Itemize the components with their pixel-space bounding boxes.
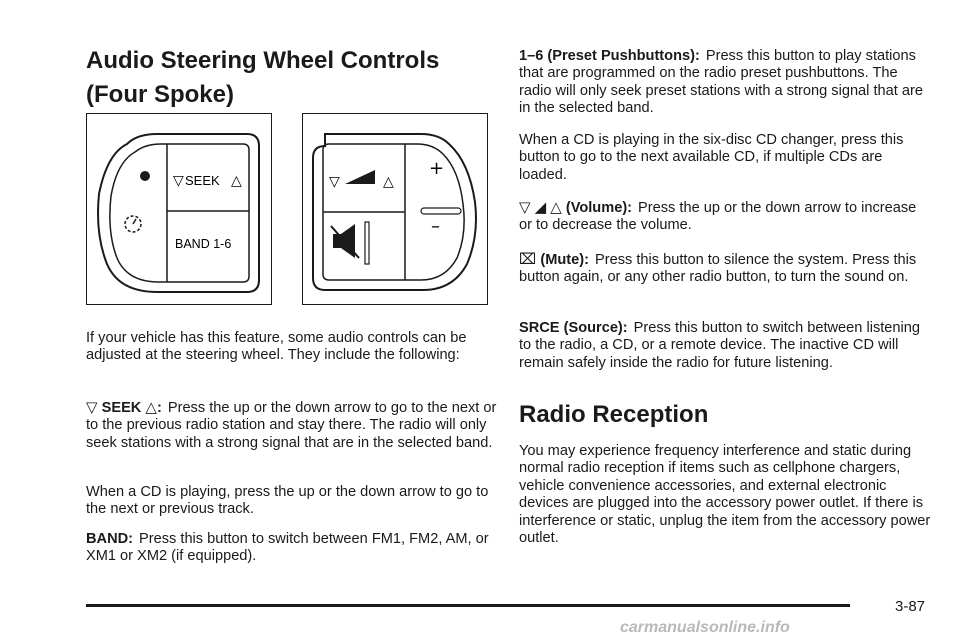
volume-description: Press the up or the down arrow to increase or to decrease the volume. [519,200,917,234]
figure-right-control-pad [302,113,488,305]
volume-down-arrow-icon: ▽ [519,199,531,216]
right-pad-drawing [303,114,486,303]
section-title-audio-controls [86,44,506,112]
title-line-1: Audio Steering Wheel Controls [86,47,440,74]
res-plus-icon: + [429,158,445,179]
volume-down-icon: ▽ [329,174,340,190]
changer-paragraph: When a CD is playing in the six-disc CD changer, press this button to go to the next available CD, if multiple CDs are loaded. [519,132,904,183]
footer-rule [86,604,850,607]
tuner-knob-icon [125,216,141,232]
mute-term: (Mute): [540,252,589,268]
figure-band-label: BAND 1-6 [175,237,232,251]
intro-paragraph: If your vehicle has this feature, some audio controls can be adjusted at the steering wheel. They include the following: [86,330,467,364]
volume-term: (Volume): [565,200,633,216]
mute-icon: ⌧ [519,251,537,268]
srce-term: SRCE (Source): [519,320,628,336]
band-term: BAND: [86,531,134,547]
seek-description: Press the up or the down arrow to go to the next or to the previous radio station and stay there. The radio will only seek stations with a strong signal that are in the selected band. [86,400,497,451]
left-pad-drawing [87,114,270,303]
volume-up-icon: △ [383,174,394,190]
watermark: carmanualsonline.info [620,619,790,636]
band-paragraph [86,531,498,566]
mute-description: Press this button to silence the system. Press this button again, or any other radio button, to turn the sound on. [519,252,917,286]
mute-paragraph [519,251,931,287]
preset-description: Press this button to play stations that are programmed on the radio preset pushbuttons. The radio will only seek preset stations with a strong signal that are in the selected band. [519,48,923,117]
power-dot-icon [140,171,150,181]
set-minus-icon: – [431,216,440,237]
srce-description: Press this button to switch between listening to the radio, a CD, or a remote device. The inactive CD will remain safely inside the radio for future listening. [519,320,921,371]
seek-term: SEEK [101,400,142,416]
cd-track-paragraph: When a CD is playing, press the up or the down arrow to go to the next or previous track. [86,484,489,518]
seek-arrow-down-icon: ▽ [173,173,184,189]
volume-up-arrow-icon: △ [550,199,562,216]
volume-ramp-text-icon: ◢ [534,199,547,216]
preset-paragraph [519,48,931,118]
figure-left-control-pad [86,113,272,305]
volume-ramp-icon [345,170,375,184]
srce-paragraph [519,320,931,372]
seek-arrow-up-icon: △ [231,173,242,189]
page-number: 3-87 [895,598,926,615]
band-description: Press this button to switch between FM1, FM2, AM, or XM1 or XM2 (if equipped). [86,531,489,565]
seek-colon: : [156,400,162,416]
title-line-2: (Four Spoke) [86,81,234,108]
figure-seek-label: SEEK [185,173,220,188]
seek-up-arrow-icon: △ [145,399,157,416]
seek-down-arrow-icon: ▽ [86,399,98,416]
volume-paragraph [519,199,931,235]
section-title-radio-reception: Radio Reception [519,401,709,428]
preset-term: 1–6 (Preset Pushbuttons): [519,48,700,64]
reception-paragraph: You may experience frequency interference and static during normal radio reception if items such as cellphone chargers, vehicle convenience accessories, and external electronic devices are plugged into the accessory power outlet. If there is interference or static, unplug the item from the accessory power outlet. [519,443,931,547]
seek-paragraph [86,399,498,452]
mute-speaker-icon [331,224,359,258]
